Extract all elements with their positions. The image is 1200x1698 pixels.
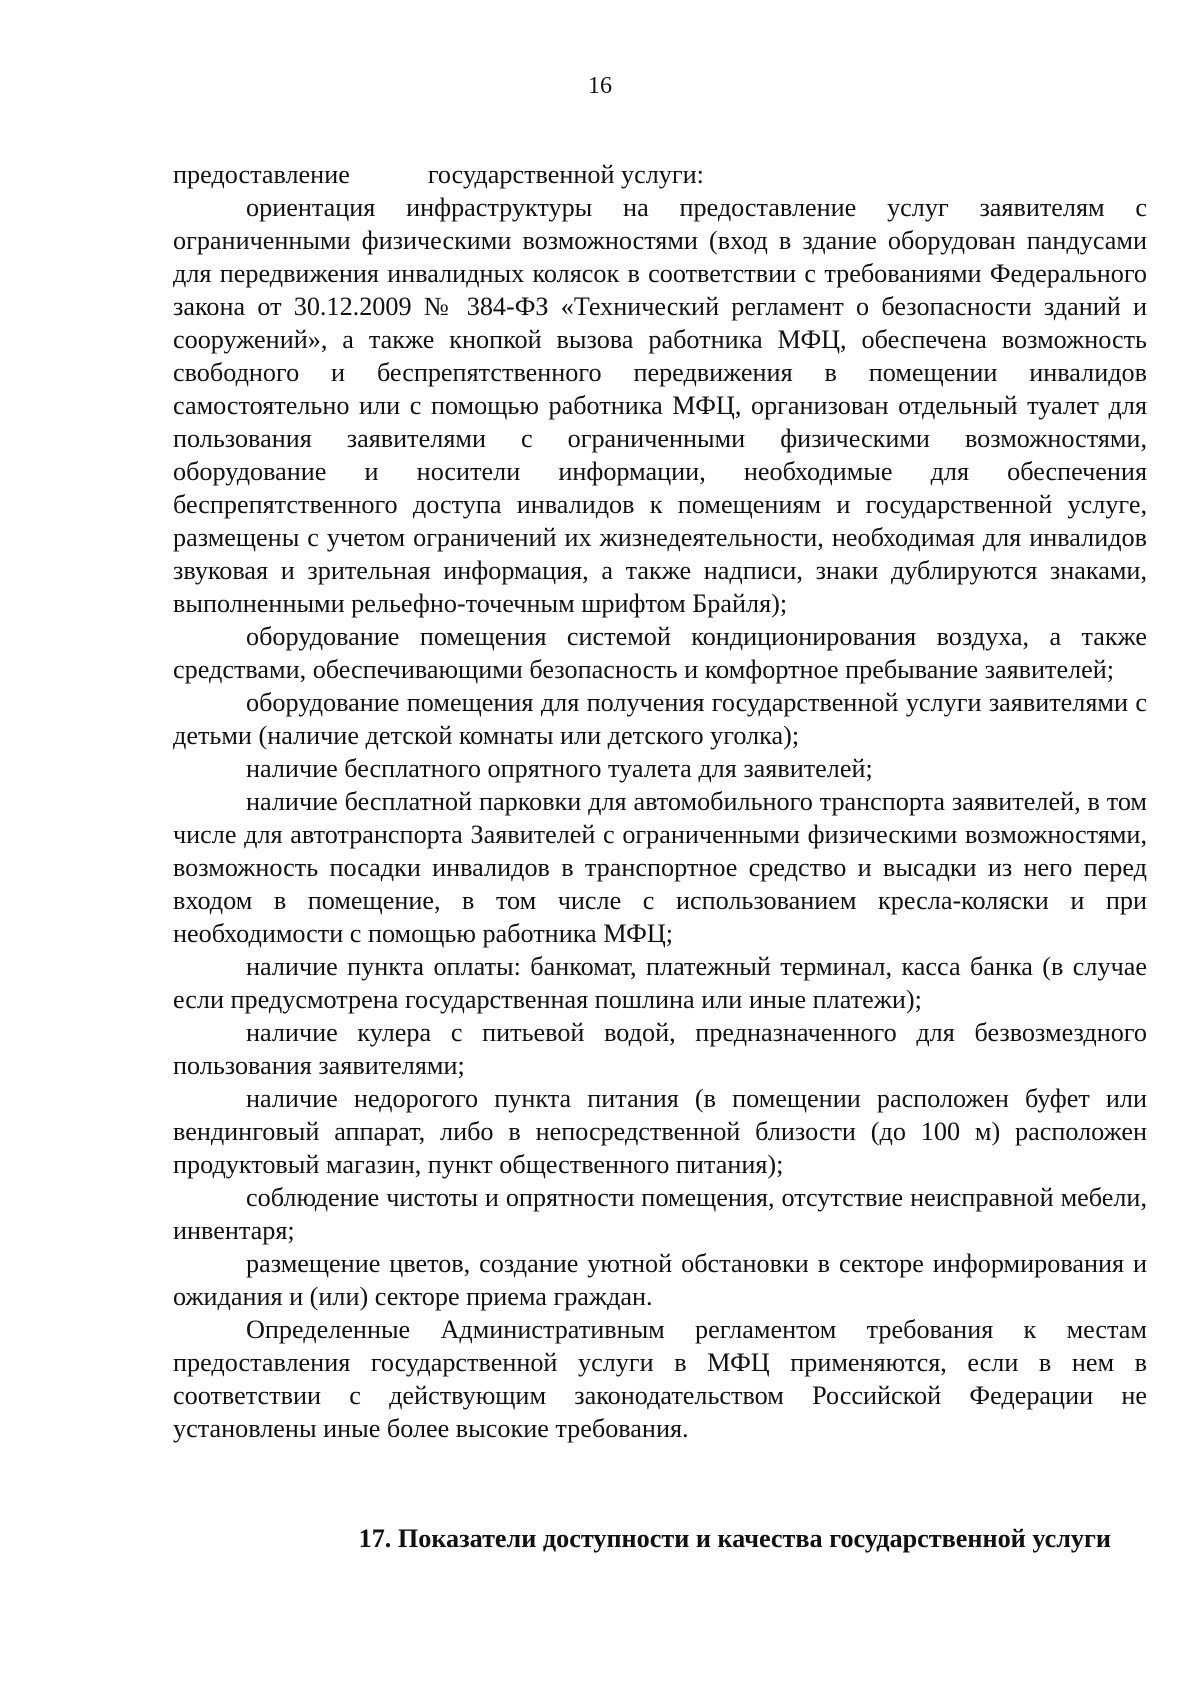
- paragraph-free-toilet: наличие бесплатного опрятного туалета для заявителей;: [246, 754, 873, 783]
- paragraph-air-conditioning: оборудование помещения системой кондиционирования воздуха, а также средствами, обеспечивающими безопасность и комфортное пребывание заявителей;: [173, 622, 1147, 684]
- paragraph-water-cooler: наличие кулера с питьевой водой, предназначенного для безвозмездного пользования заявителями;: [173, 1018, 1147, 1080]
- document-body: [173, 158, 1147, 1445]
- paragraph-free-parking: наличие бесплатной парковки для автомобильного транспорта заявителей, в том числе для автотранспорта Заявителей с ограниченными физическими возможностями, возможность посадки инвалидов в транспортное средство и высадки из него перед входом в помещение, в том числе с использованием кресла-коляски и при необходимости с помощью работника МФЦ;: [173, 787, 1147, 948]
- lead-line-part-1: предоставление: [173, 160, 350, 189]
- paragraph-children-room: оборудование помещения для получения государственной услуги заявителями с детьми (наличие детской комнаты или детского уголка);: [173, 688, 1147, 750]
- page-number: 16: [588, 73, 612, 99]
- paragraph-payment-point: наличие пункта оплаты: банкомат, платежный терминал, касса банка (в случае если предусмотрена государственная пошлина или иные платежи);: [173, 952, 1147, 1014]
- paragraph-cleanliness: соблюдение чистоты и опрятности помещения, отсутствие неисправной мебели, инвентаря;: [173, 1183, 1147, 1245]
- paragraph-food-point: наличие недорогого пункта питания (в помещении расположен буфет или вендинговый аппарат, либо в непосредственной близости (до 100 м) расположен продуктовый магазин, пункт общественного питания);: [173, 1084, 1147, 1179]
- paragraph-accessibility-infrastructure: ориентация инфраструктуры на предоставление услуг заявителям с ограниченными физическими возможностями (вход в здание оборудован пандусами для передвижения инвалидных колясок в соответствии с требованиями Федерального закона от 30.12.2009 № 384-ФЗ «Технический регламент о безопасности зданий и сооружений», а также кнопкой вызова работника МФЦ, обеспечена возможность свободного и беспрепятственного передвижения в помещении инвалидов самостоятельно или с помощью работника МФЦ, организован отдельный туалет для пользования заявителями с ограниченными физическими возможностями, оборудование и носители информации, необходимые для обеспечения беспрепятственного доступа инвалидов к помещениям и государственной услуге, размещены с учетом ограничений их жизнедеятельности, необходимая для инвалидов звуковая и зрительная информация, а также надписи, знаки дублируются знаками, выполненными рельефно-точечным шрифтом Брайля);: [173, 193, 1147, 618]
- paragraph-requirements-note: Определенные Административным регламентом требования к местам предоставления государственной услуги в МФЦ применяются, если в нем в соответствии с действующим законодательством Российской Федерации не установлены иные более высокие требования.: [173, 1315, 1147, 1443]
- lead-line: [173, 158, 1147, 191]
- paragraph-flowers: размещение цветов, создание уютной обстановки в секторе информирования и ожидания и (или) секторе приема граждан.: [173, 1249, 1147, 1311]
- lead-line-part-2: государственной услуги:: [427, 160, 704, 189]
- section-heading: 17. Показатели доступности и качества государственной услуги: [358, 1524, 1111, 1553]
